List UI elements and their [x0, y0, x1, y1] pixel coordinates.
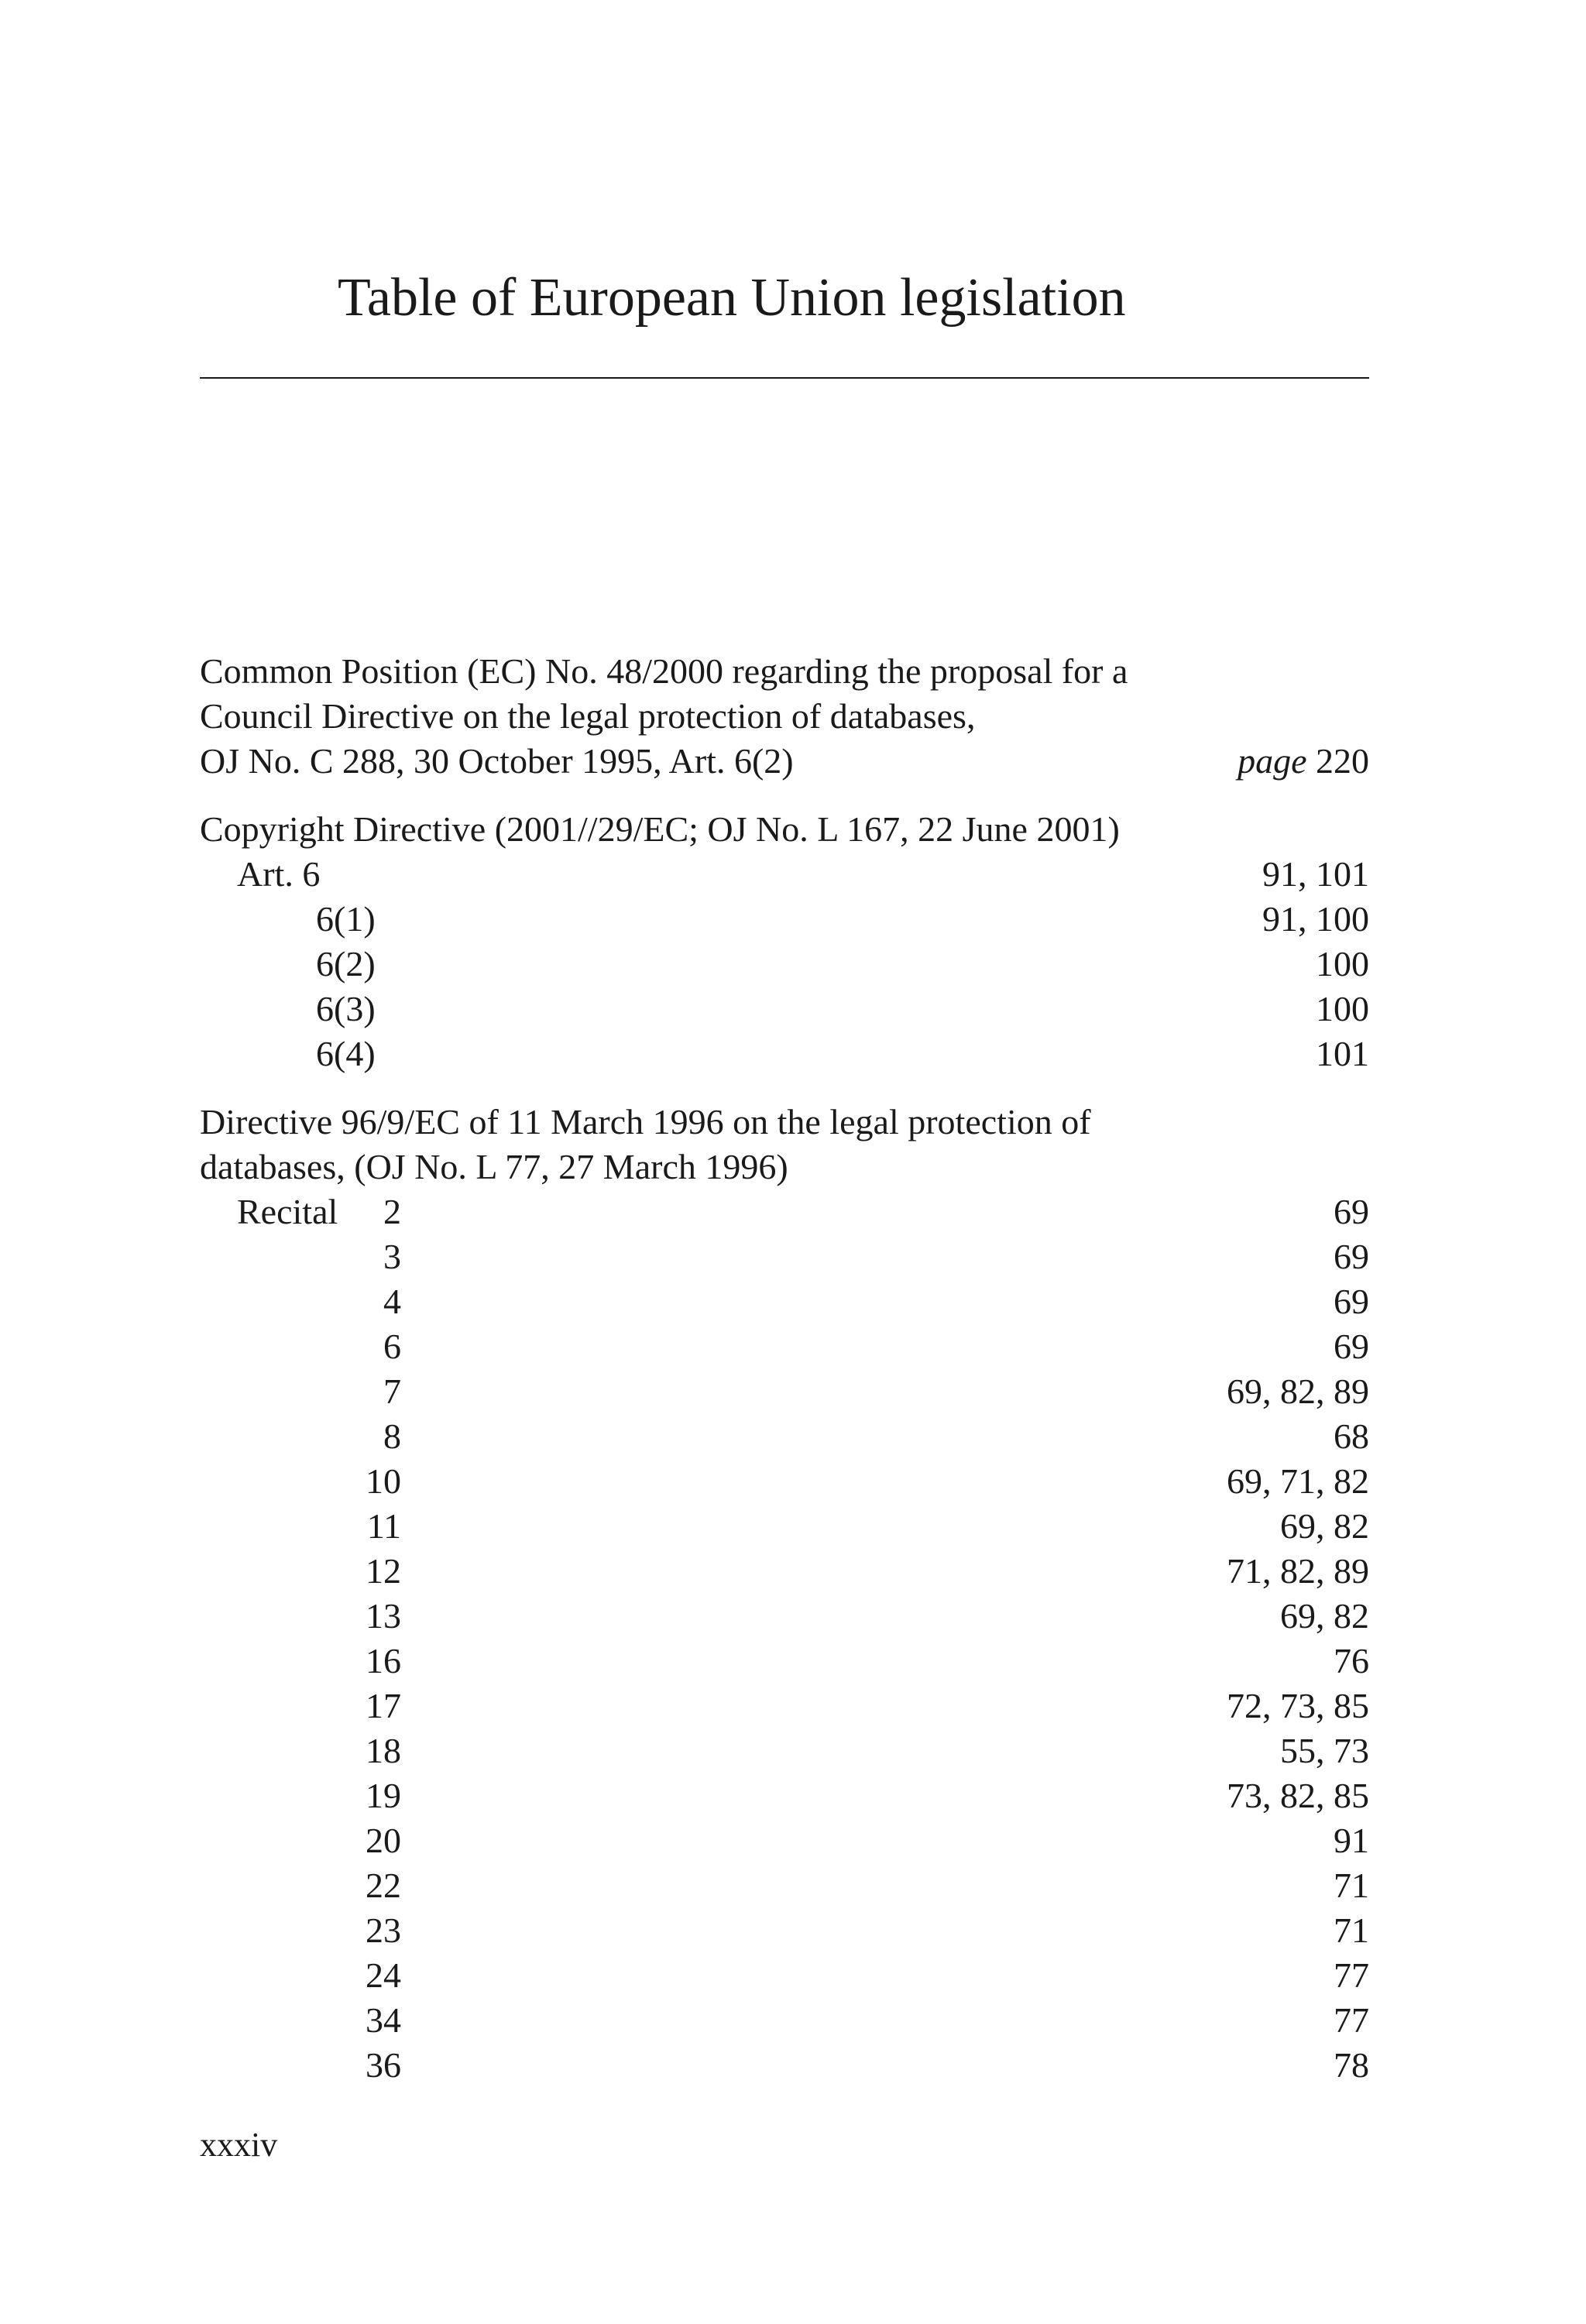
recital-row	[200, 1863, 1369, 1908]
article-label: Art. 6	[237, 854, 321, 894]
recital-number: 7	[383, 1371, 401, 1411]
recital-ref	[200, 1639, 401, 1684]
entry-text-line: Council Directive on the legal protection of databases,	[200, 696, 976, 736]
recital-row	[200, 1773, 1369, 1818]
page-numbers: 76	[1334, 1641, 1369, 1680]
page-numbers: 71, 82, 89	[1227, 1551, 1369, 1591]
sub-article-ref: 6(1)	[316, 899, 376, 939]
recital-row	[200, 2043, 1369, 2088]
page-numbers: 71	[1334, 1866, 1369, 1905]
recital-ref	[200, 1369, 401, 1414]
legislation-table	[200, 649, 1369, 2088]
recital-ref	[200, 1324, 401, 1369]
recital-number: 6	[383, 1327, 401, 1366]
recital-number: 13	[366, 1596, 401, 1636]
page-numbers: 77	[1334, 1955, 1369, 1995]
page-numbers: 91, 101	[1262, 854, 1369, 894]
page-numbers: 77	[1334, 2000, 1369, 2040]
recital-number: 20	[366, 1821, 401, 1860]
page-numbers: 69, 71, 82	[1227, 1461, 1369, 1501]
recital-ref	[200, 1504, 401, 1549]
recital-ref	[200, 1908, 401, 1953]
page-numbers: 69	[1334, 1192, 1369, 1231]
recital-number: 2	[383, 1192, 401, 1231]
recital-ref	[200, 1189, 401, 1234]
page-numbers: 73, 82, 85	[1227, 1776, 1369, 1815]
entry-reference-row	[200, 739, 1369, 784]
page-numbers: 69	[1334, 1327, 1369, 1366]
sub-article-ref: 6(3)	[316, 989, 376, 1028]
recital-row	[200, 1639, 1369, 1684]
recital-row	[200, 1234, 1369, 1279]
recital-ref	[200, 1684, 401, 1728]
page-numbers: 69	[1334, 1237, 1369, 1276]
recital-row	[200, 1414, 1369, 1459]
page-numbers: 101	[1316, 1034, 1369, 1073]
recital-number: 18	[366, 1731, 401, 1770]
recital-ref	[200, 1234, 401, 1279]
recital-row	[200, 1279, 1369, 1324]
recital-row	[200, 1908, 1369, 1953]
page-numbers: 100	[1316, 989, 1369, 1028]
sub-article-ref: 6(2)	[316, 944, 376, 983]
page-numbers: 55, 73	[1280, 1731, 1369, 1770]
recital-number: 8	[383, 1416, 401, 1456]
page-numbers: 100	[1316, 944, 1369, 983]
entry-text-line: databases, (OJ No. L 77, 27 March 1996)	[200, 1147, 788, 1186]
recital-row	[200, 1818, 1369, 1863]
recital-number: 3	[383, 1237, 401, 1276]
recital-row	[200, 1594, 1369, 1639]
page-numbers: 91	[1334, 1821, 1369, 1860]
recital-ref	[200, 1818, 401, 1863]
recital-label: Recital	[237, 1192, 338, 1231]
recital-number: 36	[366, 2045, 401, 2085]
recital-ref	[200, 2043, 401, 2088]
entry-reference: OJ No. C 288, 30 October 1995, Art. 6(2)	[200, 741, 794, 781]
page-title: Table of European Union legislation	[338, 268, 1126, 328]
recital-row	[200, 1728, 1369, 1773]
page-number: xxxiv	[200, 2126, 278, 2164]
recital-row	[200, 1953, 1369, 1998]
sub-article-row	[200, 987, 1369, 1032]
sub-article-row	[200, 1032, 1369, 1076]
page-numbers: 71	[1334, 1910, 1369, 1950]
page-numbers: 68	[1334, 1416, 1369, 1456]
page-value: 220	[1316, 741, 1369, 781]
article-row	[200, 852, 1369, 897]
page-numbers: 72, 73, 85	[1227, 1686, 1369, 1725]
recital-row	[200, 1369, 1369, 1414]
recital-ref	[200, 1594, 401, 1639]
recital-row	[200, 1549, 1369, 1594]
recital-number: 34	[366, 2000, 401, 2040]
recital-ref	[200, 1953, 401, 1998]
sub-article-row	[200, 897, 1369, 942]
entry-text-line: Common Position (EC) No. 48/2000 regarding the proposal for a	[200, 651, 1128, 691]
page-numbers: 69, 82	[1280, 1596, 1369, 1636]
recital-number: 23	[366, 1910, 401, 1950]
page-reference	[1238, 739, 1369, 784]
recital-number: 12	[366, 1551, 401, 1591]
page-numbers: 78	[1334, 2045, 1369, 2085]
recital-row	[200, 1324, 1369, 1369]
recital-row	[200, 1459, 1369, 1504]
recital-number: 10	[366, 1461, 401, 1501]
page-numbers: 69	[1334, 1282, 1369, 1321]
entry-common-position	[200, 649, 1369, 784]
sub-article-ref: 6(4)	[316, 1034, 376, 1073]
recital-number: 22	[366, 1866, 401, 1905]
recital-ref	[200, 1414, 401, 1459]
page-label: page	[1238, 741, 1307, 781]
sub-article-row	[200, 942, 1369, 987]
recital-ref	[200, 1728, 401, 1773]
page-numbers: 69, 82	[1280, 1506, 1369, 1546]
page-numbers: 69, 82, 89	[1227, 1371, 1369, 1411]
entry-text-line: Directive 96/9/EC of 11 March 1996 on the legal protection of	[200, 1102, 1091, 1141]
recital-number: 17	[366, 1686, 401, 1725]
recital-ref	[200, 1998, 401, 2043]
recital-number: 11	[366, 1506, 401, 1546]
title-rule	[200, 377, 1369, 379]
recital-number: 19	[366, 1776, 401, 1815]
recital-number: 16	[366, 1641, 401, 1680]
recital-ref	[200, 1773, 401, 1818]
recital-row	[200, 1684, 1369, 1728]
entry-copyright-directive	[200, 807, 1369, 1076]
recital-list	[200, 1189, 1369, 2088]
recital-ref	[200, 1863, 401, 1908]
recital-ref	[200, 1459, 401, 1504]
entry-heading: Copyright Directive (2001//29/EC; OJ No. L 167, 22 June 2001)	[200, 809, 1120, 849]
recital-number: 4	[383, 1282, 401, 1321]
recital-row	[200, 1189, 1369, 1234]
recital-number: 24	[366, 1955, 401, 1995]
recital-row	[200, 1504, 1369, 1549]
recital-row	[200, 1998, 1369, 2043]
entry-database-directive	[200, 1100, 1369, 2088]
recital-ref	[200, 1549, 401, 1594]
recital-ref	[200, 1279, 401, 1324]
page-numbers: 91, 100	[1262, 899, 1369, 939]
